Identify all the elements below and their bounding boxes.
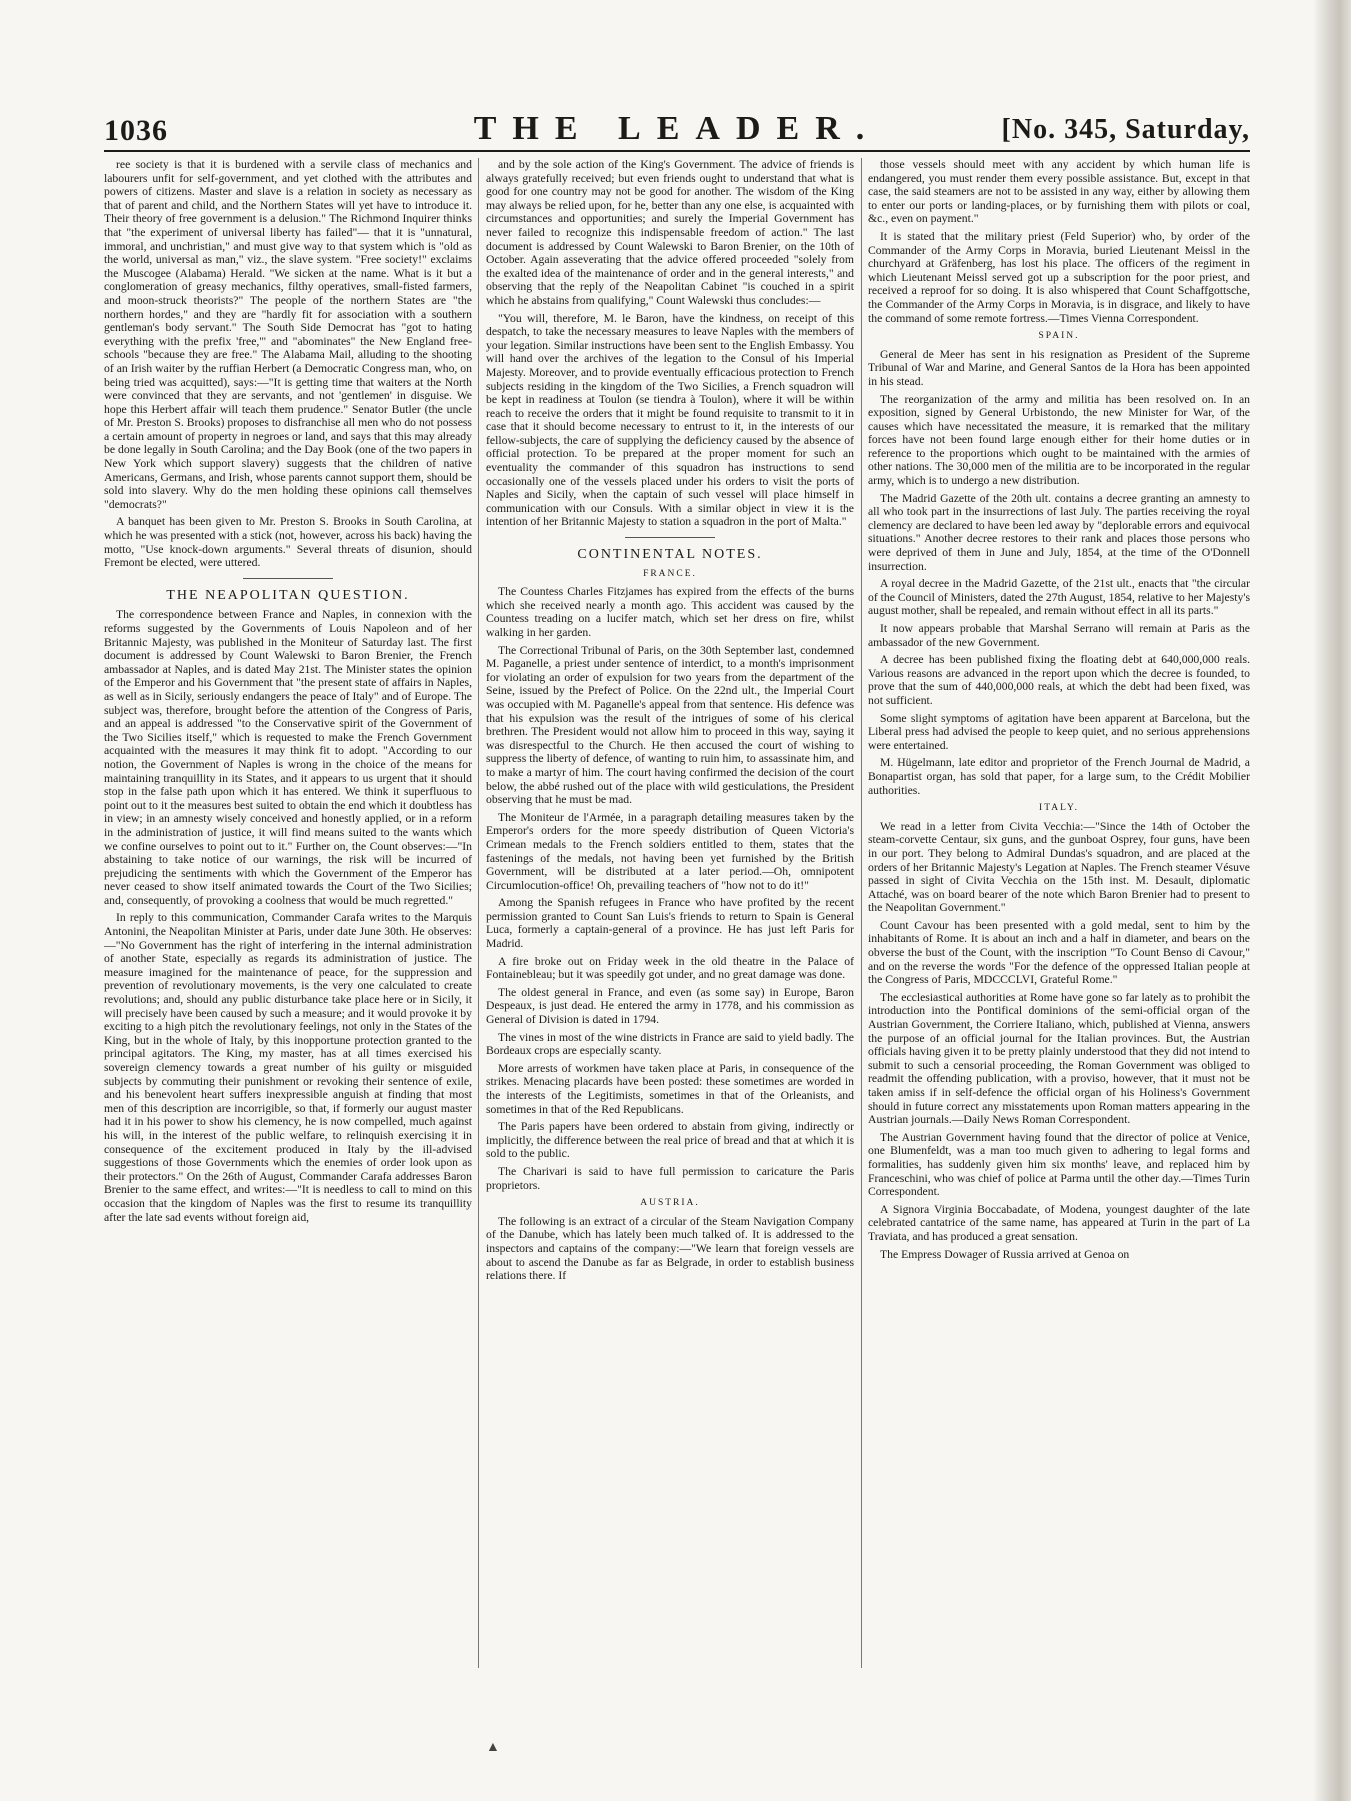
subsection-heading: AUSTRIA. [640,1198,700,1209]
section-separator [625,537,715,538]
paragraph: The Paris papers have been ordered to abstain from giving, indirectly or implicitly, the difference between the real price of bread and that at which it is sold to the public. [486,1120,854,1161]
paragraph: The Moniteur de l'Armée, in a paragraph detailing measures taken by the Emperor's orders for the more speedy distribution of Queen Victoria's Crimean medals to the French soldiers entitled to them, states that the fastenings of the medals, not having been yet furnished by the British Government, will be distributed at a later period.—Oh, omnipotent Circumlocution-office! Oh, prevailing teachers of "how not to do it!" [486,810,854,892]
paragraph: The following is an extract of a circular of the Steam Navigation Company of the Danube, which has lately been much talked of. It is addressed to the inspectors and captains of the company:—"We learn that foreign vessels are about to ascend the Danube as far as Belgrade, in order to establish business relations there. If [486,1214,854,1283]
paragraph: "You will, therefore, M. le Baron, have the kindness, on receipt of this despatch, to take the necessary measures to leave Naples with the members of your legation. Similar instructions have been sent to the English Embassy. You will hand over the archives of the legation to the Consul of his Imperial Majesty. Moreover, and to provide eventually efficacious protection to French subjects residing in the kingdom of the Two Sicilies, a French squadron will be kept in readiness at Toulon (se tiendra à Toulon), where it will be within reach to receive the orders that it might be found requisite to transmit to it in case that it should become necessary to entrust to it, in the interests of our fellow-subjects, the care of supplying the deficiency caused by the absence of official protection. To be prepared at the proper moment for such an eventuality the commander of this squadron has instructions to send occasionally one of the vessels placed under his orders to visit the ports of Naples and Sicily, when the captain of such vessel will place himself in communication with our Consuls. With a similar object in view it is the intention of her Britannic Majesty to station a squadron in the port of Malta." [486,311,854,529]
paragraph: We read in a letter from Civita Vecchia:—"Since the 14th of October the steam-corvette Centaur, six guns, and the gunboat Osprey, four guns, have been in our port. They belong to Admiral Dundas's squadron, and are placed at the orders of her Britannic Majesty's Legation at Naples. The French steamer Vésuve passed in sight of Civita Vecchia on the 15th inst. M. Desault, diplomatic Attaché, was on board bearer of the note which Baron Brenier had to present to the Neapolitan Government." [868,819,1250,915]
paragraph: Count Cavour has been presented with a gold medal, sent to him by the inhabitants of Rome. It is about an inch and a half in diameter, and bears on the obverse the bust of the Count, with the inscription "To Count Benso di Cavour," and on the reverse the words "For the defence of the oppressed Italian people at the Congress of Paris, MDCCCLVI, Grateful Rome." [868,918,1250,987]
paragraph: The ecclesiastical authorities at Rome have gone so far lately as to prohibit the introduction into the Pontifical dominions of the semi-official organ of the Austrian Government, the Corriere Italiano, which, published at Vienna, answers the purpose of an official journal for the Italian provinces. But, the Austrian officials having given it to be pretty plainly understood that they did not intend to submit to such a censorial proceeding, the Roman Government was obliged to readmit the offending publication, with a proviso, however, that it must not be taken amiss if in self-defence the official organ of his Holiness's Government should in future correct any misstatements upon Roman matters appearing in the Austrian journals.—Daily News Roman Correspondent. [868,990,1250,1127]
paragraph: A royal decree in the Madrid Gazette, of the 21st ult., enacts that "the circular of the Council of Ministers, dated the 27th August, 1854, relative to her Majesty's august mother, shall be repealed, and remain without effect in all its parts." [868,577,1250,618]
paragraph: The Empress Dowager of Russia arrived at Genoa on [880,1247,1130,1261]
paragraph: The oldest general in France, and even (as some say) in Europe, Baron Despeaux, is just dead. He entered the army in 1778, and his commission as General of Division is dated in 1794. [486,985,854,1027]
paragraph: The Austrian Government having found that the director of police at Venice, one Blumenfeldt, was a man too much given to adhering to legal forms and formalities, has suddenly given him six months' leave, and replaced him by Franceschini, who was chief of police at Parma until the other day.—Times Turin Correspondent. [868,1130,1250,1199]
page-header [104,110,1250,150]
scan-page-edge [1313,0,1351,1801]
section-heading: CONTINENTAL NOTES. [577,547,763,563]
paragraph: General de Meer has sent in his resignation as President of the Supreme Tribunal of War and Marine, and General Santos de la Hora has been appointed in his stead. [868,347,1250,388]
column-divider [861,158,862,1668]
subsection-heading: ITALY. [1039,803,1079,814]
paragraph: The vines in most of the wine districts in France are said to yield badly. The Bordeaux crops are especially scanty. [486,1030,854,1058]
paragraph: The Madrid Gazette of the 20th ult. contains a decree granting an amnesty to all who took part in the insurrections of last July. The parties receiving the royal clemency are declared to have been led away by "deplorable errors and equivocal situations." Another decree restores to their rank and places those persons who were deprived of them in June and July, 1854, at the time of the O'Donnell insurrection. [868,491,1250,573]
paragraph: M. Hügelmann, late editor and proprietor of the French Journal de Madrid, a Bonapartist organ, has sold that paper, for a large sum, to the Crédit Mobilier authorities. [868,756,1250,797]
paragraph: The Countess Charles Fitzjames has expired from the effects of the burns which she received nearly a month ago. This accident was caused by the Countess treading on a lucifer match, which set her dress on fire, whilst walking in her garden. [486,585,854,639]
paragraph: The Correctional Tribunal of Paris, on the 30th September last, condemned M. Paganelle, a priest under sentence of interdict, to a month's imprisonment for violating an order of expulsion for two years from the department of the Seine, issued by the Prefect of Police. On the 22nd ult., the Imperial Court was occupied with M. Paganelle's appeal from that sentence. His defence was that his expulsion was the result of the intrigues of some of his clerical brethren. The President would not allow him to proceed in this way, saying it was disrespectful to the Church. He then accused the court of wishing to suppress the liberty of defence, of wanting to ruin him, to assassinate him, and to make a martyr of him. The court having confirmed the decision of the court below, the abbé rushed out of the place with wild gesticulations, the President observing that he must be mad. [486,643,854,807]
paragraph: A fire broke out on Friday week in the old theatre in the Palace of Fontainebleau; but it was speedily got under, and no great damage was done. [486,954,854,982]
paragraph: In reply to this communication, Commander Carafa writes to the Marquis Antonini, the Neapolitan Minister at Paris, under date June 30th. He observes:—"No Government has the right of interfering in the internal administration of another State, especially as regards its administration of justice. The measure imagined for the maintenance of peace, for the suppression and prevention of revolutionary movements, is the very one calculated to create revolutions; and, should any public disturbance take place here or in Sicily, it will precisely have been caused by such a measure; and it would provoke it by exciting to a high pitch the revolutionary feelings, not only in the States of the King, but in the whole of Italy, by this inopportune protection granted to the principal agitators. The King, my master, has at all times exercised his sovereign clemency towards a great number of his guilty or misguided subjects by commuting their punishment or revoking their sentence of exile, and his benevolent heart suffers inexpressible anguish at finding that most men of this description are incorrigible, so that, if formerly our august master had it in his power to show his clemency, he is now compelled, much against his will, in the interest of the public welfare, to relinquish exercising it in consequence of the excitement produced in Italy by the ill-advised suggestions of those Governments which the enemies of order look upon as their protectors." On the 26th of August, Commander Carafa addresses Baron Brenier to the same effect, and writes:—"It is needless to call to mind on this occasion that the kingdom of Naples was the first to resume its tranquillity after the late sad events without foreign aid, [104,911,472,1224]
subsection-heading: FRANCE. [643,568,697,579]
paragraph: and by the sole action of the King's Government. The advice of friends is always gratefully received; but even friends ought to understand that what is good for one country may not be good for another. The wisdom of the King may always be relied upon, for he, better than any one else, is acquainted with circumstances and opportunities; and surely the Imperial Government has never failed to recognize this indispensable freedom of action." The last document is addressed by Count Walewski to Baron Brenier, on the 10th of October. Again asseverating that the advice offered proceeded "solely from the exalted idea of the maintenance of order and in the general interests," and observing that the reply of the Neapolitan Cabinet "is couched in a spirit which he abstains from qualifying," Count Walewski thus concludes:— [486,158,854,307]
column-2 [486,158,854,1678]
column-3 [868,158,1250,1678]
section-separator [243,578,333,579]
page-number: 1036 [104,114,168,147]
issue-label: [No. 345, Saturday, [1001,114,1250,145]
paragraph: The correspondence between France and Naples, in connexion with the reforms suggested by the Governments of Louis Napoleon and of her Britannic Majesty, was published in the Moniteur of Saturday last. The first document is addressed by Count Walewski to Baron Brenier, the French ambassador at Naples, and is dated May 21st. The Minister states the opinion of the Emperor and his Government that "the present state of affairs in Naples, as well as in Sicily, seriously endangers the peace of Italy" and of Europe. The subject was, therefore, brought before the attention of the Congress of Paris, and an appeal is addressed "to the Conservative spirit of the Government of the Two Sicilies itself," which is requested to make the French Government acquainted with the measures it may think fit to adopt. "According to our notion, the Government of Naples is wrong in the choice of the means for maintaining tranquillity in its States, and it appears to us urgent that it should stop in the false path upon which it has entered. We think it superfluous to point out to it the measures best suited to obtain the end which it doubtless has in view; in an amnesty wisely conceived and honestly applied, or in a reform in the administration of justice, it will find means suited to the wants which we confine ourselves to point out to it." Further on, the Count observes:—"In abstaining to take notice of our warnings, the risk will be incurred of prejudicing the sentiments with which the Government of the Emperor has never ceased to show itself animated towards the Court of the Two Sicilies; and, consequently, of provoking a coolness that would be much regretted." [104,608,472,907]
header-rule [104,150,1250,152]
paragraph: Some slight symptoms of agitation have been apparent at Barcelona, but the Liberal press had advised the people to keep quiet, and no serious apprehensions were entertained. [868,711,1250,752]
paragraph: A decree has been published fixing the floating debt at 640,000,000 reals. Various reasons are advanced in the report upon which the decree is founded, to prove that the sum of 440,000,000 reals, at which the debt had been fixed, was not sufficient. [868,653,1250,707]
column-1 [104,158,472,1678]
column-divider [478,158,479,1668]
paragraph: It now appears probable that Marshal Serrano will remain at Paris as the ambassador of the new Government. [868,622,1250,649]
paragraph: A banquet has been given to Mr. Preston S. Brooks in South Carolina, at which he was presented with a stick (not, however, across his back) having the motto, "Use knock-down arguments." Several threats of disunion, should Fremont be elected, were uttered. [104,515,472,570]
section-heading: THE NEAPOLITAN QUESTION. [166,587,410,603]
paragraph: ree society is that it is burdened with a servile class of mechanics and labourers unfit for self-government, and yet clothed with the attributes and powers of citizens. Master and slave is a relation in society as necessary as that of parent and child, and the Northern States will yet have to introduce it. Their theory of free government is a delusion." The Richmond Inquirer thinks that "the experiment of universal liberty has failed"— that it is "unnatural, immoral, and unchristian," and must give way to that system which is "old as the world, universal as man," viz., the slave system. "Free society!" exclaims the Muscogee (Alabama) Herald. "We sicken at the name. What is it but a conglomeration of greasy mechanics, filthy operatives, small-fisted farmers, and moon-struck theorists?" The people of the northern States are "the northern hordes," and they are "hardly fit for association with a southern gentleman's body servant." The South Side Democrat has "got to hating everything with the prefix 'free,'" and "abominates" the New England free-schools "because they are free." The Alabama Mail, alluding to the shooting of an Irish waiter by the ruffian Herbert (a Democratic Congress man, who, on being tried was acquitted), says:—"It is getting time that waiters at the North were convinced that they are servants, and not 'gentlemen' in disguise. We hope this Herbert affair will teach them prudence." Senator Butler (the uncle of Mr. Preston S. Brooks) proposes to disfranchise all men who do not possess a certain amount of property in negroes or land, and says that this may already be done legally in South Carolina; and the Day Book (one of the two papers in New York which support slavery) suggests that the children of native Americans, Germans, and Irish, whose parents cannot support them, should be sold into slavery. Why do the men holding these opinions call themselves "democrats?" [104,158,472,511]
paragraph: More arrests of workmen have taken place at Paris, in consequence of the strikes. Menacing placards have been posted: these sometimes are worded in the interests of the Legitimists, sometimes in that of the Orleanists, and sometimes in that of the Red Republicans. [486,1061,854,1116]
masthead-title: THE LEADER. [473,110,881,147]
printer-mark: ▲ [486,1740,500,1755]
paragraph: those vessels should meet with any accident by which human life is endangered, you must render them every possible assistance. But, except in that case, the said steamers are not to be assisted in any way, either by allowing them to enter our ports or landing-places, or by furnishing them with pilots or coal, &c., even on payment." [868,158,1250,226]
subsection-heading: SPAIN. [1038,331,1080,342]
paragraph: The Charivari is said to have full permission to caricature the Paris proprietors. [486,1164,854,1192]
paragraph: A Signora Virginia Boccabadate, of Modena, youngest daughter of the late celebrated cantatrice of the same name, has appeared at Turin in the part of La Traviata, and has produced a great sensation. [868,1202,1250,1243]
paragraph: The reorganization of the army and militia has been resolved on. In an exposition, signed by General Urbistondo, the new Minister for War, of the causes which have necessitated the measure, it is remarked that the military forces have not been found large enough either for their home duties or in reference to the proportions which ought to be maintained with the armies of other nations. The 30,000 men of the militia are to be incorporated in the regular army, which is to undergo a new distribution. [868,392,1250,488]
paragraph: It is stated that the military priest (Feld Superior) who, by order of the Commander of the Army Corps in Moravia, buried Lieutenant Meissl in the churchyard at Gräfenberg, has lost his place. The officers of the regiment in which Lieutenant Meissl served got up a subscription for the poor priest, and received a reproof for so doing. It is also whispered that Count Schaffgottsche, the Commander of the Army Corps in Moravia, is in disgrace, and likely to have the command of some remote fortress.—Times Vienna Correspondent. [868,229,1250,325]
paragraph: Among the Spanish refugees in France who have profited by the recent permission granted to Count San Luis's friends to return to Spain is General Luca, formerly a captain-general of a province. He has just left Paris for Madrid. [486,896,854,951]
